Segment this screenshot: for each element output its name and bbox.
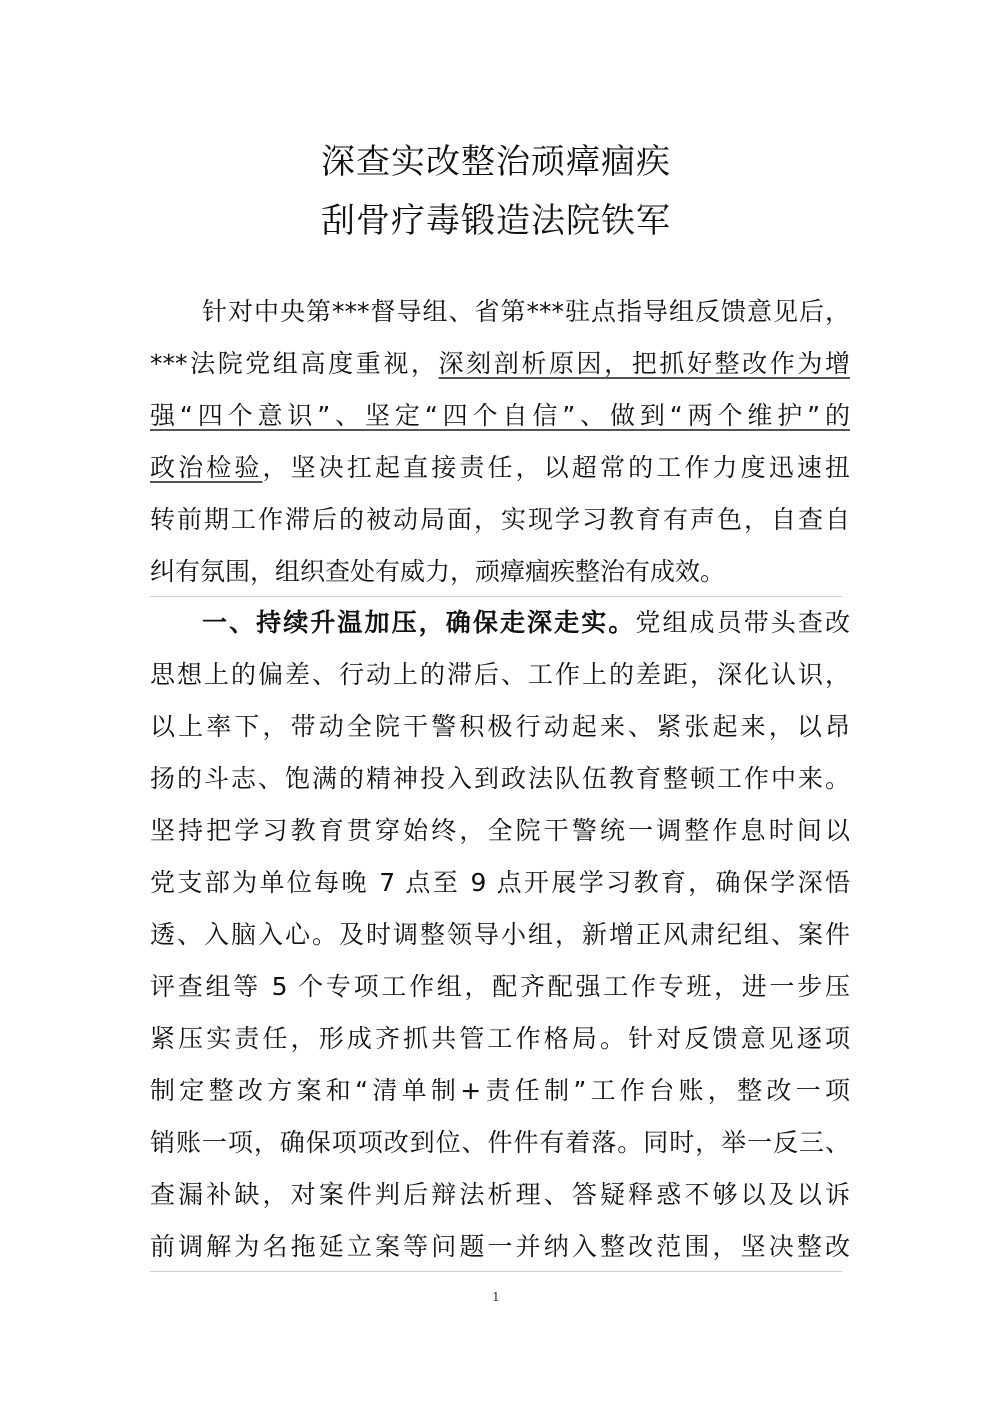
paragraph-text: 党组成员带头查改 — [635, 608, 850, 637]
footer-divider — [150, 1271, 842, 1272]
paragraph-text: ***法院党组高度重视， — [150, 349, 439, 378]
paragraph-line — [150, 344, 850, 384]
paragraph-line: 紧压实责任，形成齐抓共管工作格局。针对反馈意见逐项 — [150, 1024, 850, 1053]
page-number: 1 — [492, 1290, 500, 1304]
paragraph-line: 制定整改方案和“清单制+责任制”工作台账，整改一项 — [150, 1076, 850, 1105]
paragraph-line: 思想上的偏差、行动上的滞后、工作上的差距，深化认识， — [150, 660, 850, 689]
paragraph-line: 以上率下，带动全院干警积极行动起来、紧张起来，以昂 — [150, 712, 850, 741]
paragraph-line: 评查组等 5 个专项工作组，配齐配强工作专班，进一步压 — [150, 972, 850, 1001]
section-divider — [150, 596, 842, 597]
section-heading: 一、持续升温加压，确保走深走实。 — [202, 608, 636, 637]
document-title-line-2: 刮骨疗毒锻造法院铁军 — [321, 201, 671, 241]
underlined-line: 强“四个意识”、坚定“四个自信”、做到“两个维护”的 — [150, 401, 850, 430]
paragraph-line — [150, 603, 850, 643]
paragraph-line — [150, 448, 850, 488]
paragraph-line: 坚持把学习教育贯穿始终，全院干警统一调整作息时间以 — [150, 816, 850, 845]
paragraph-line: 查漏补缺，对案件判后辩法析理、答疑释惑不够以及以诉 — [150, 1180, 850, 1209]
paragraph-line: 前调解为名拖延立案等问题一并纳入整改范围，坚决整改 — [150, 1232, 850, 1261]
paragraph-line: 销账一项，确保项项改到位、件件有着落。同时，举一反三、 — [150, 1128, 850, 1157]
paragraph-line: 纠有氛围，组织查处有威力，顽瘴痼疾整治有成效。 — [150, 557, 726, 586]
paragraph-text: ，坚决扛起直接责任，以超常的工作力度迅速扭 — [262, 453, 850, 482]
paragraph-line: 针对中央第***督导组、省第***驻点指导组反馈意见后， — [202, 297, 850, 326]
document-title-line-1: 深查实改整治顽瘴痼疾 — [321, 142, 671, 182]
paragraph-line: 转前期工作滞后的被动局面，实现学习教育有声色，自查自 — [150, 505, 850, 534]
paragraph-line: 透、入脑入心。及时调整领导小组，新增正风肃纪组、案件 — [150, 920, 850, 949]
underlined-text: 政治检验 — [150, 453, 263, 482]
underlined-text: 深刻剖析原因，把抓好整改作为增 — [438, 349, 850, 378]
paragraph-line: 党支部为单位每晚 7 点至 9 点开展学习教育，确保学深悟 — [150, 868, 850, 897]
paragraph-line: 扬的斗志、饱满的精神投入到政法队伍教育整顿工作中来。 — [150, 764, 850, 793]
